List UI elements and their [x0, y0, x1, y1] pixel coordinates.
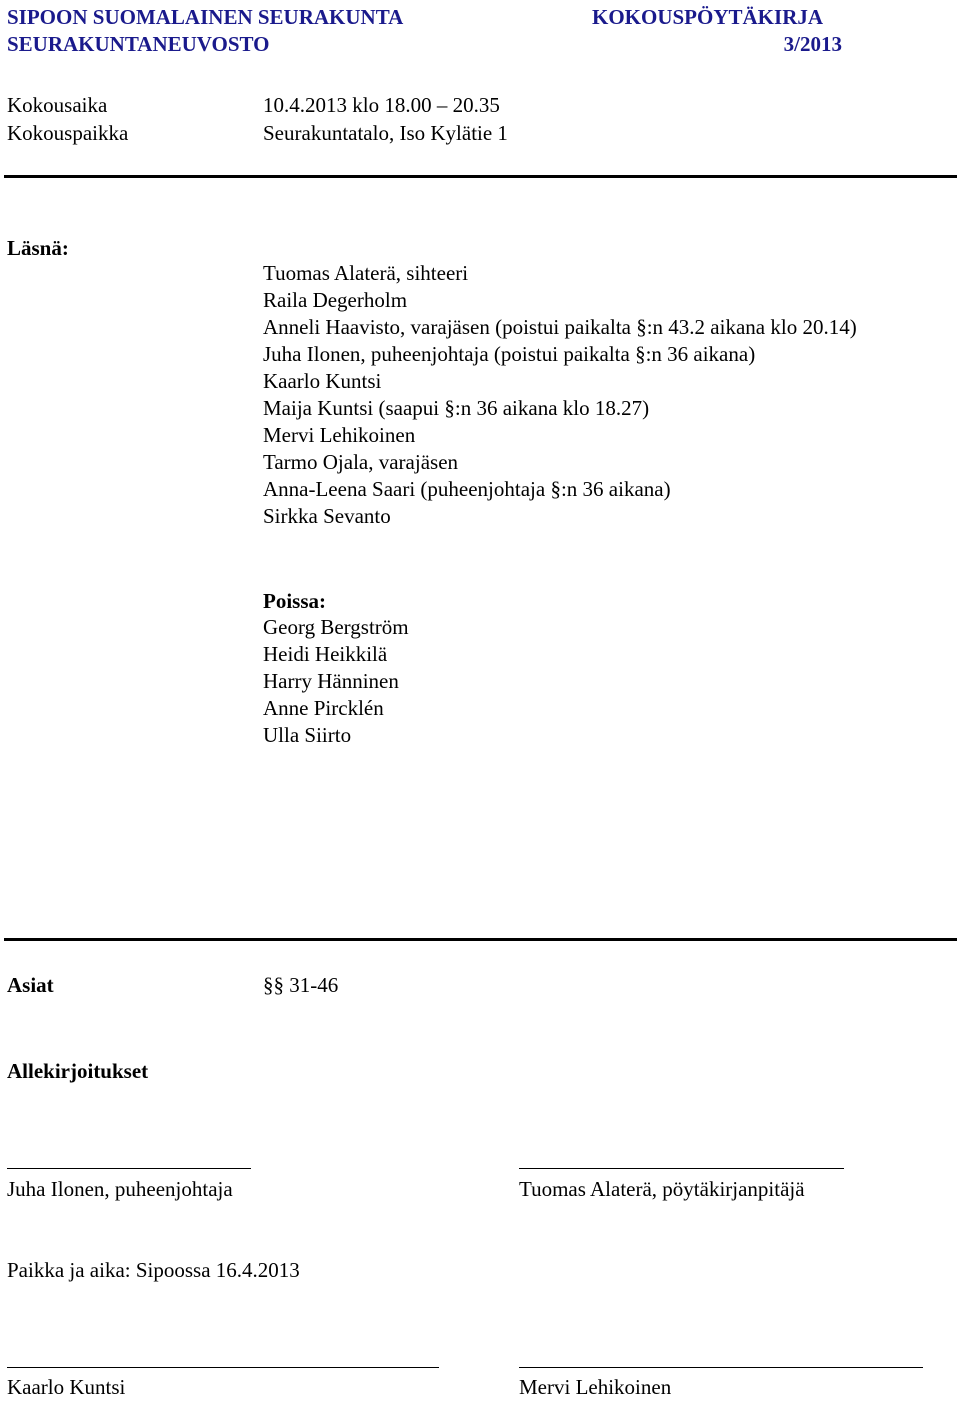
- meeting-time-value: 10.4.2013 klo 18.00 – 20.35: [263, 93, 500, 117]
- signatures-label: Allekirjoitukset: [7, 1059, 149, 1083]
- matters-label: Asiat: [7, 973, 54, 997]
- list-item: Anne Pircklén: [263, 696, 384, 720]
- council-name: SEURAKUNTANEUVOSTO: [7, 32, 270, 56]
- middle-divider: [4, 938, 957, 941]
- meeting-place-value: Seurakuntatalo, Iso Kylätie 1: [263, 121, 508, 145]
- document-type: KOKOUSPÖYTÄKIRJA: [592, 5, 824, 29]
- absent-list: [263, 614, 409, 749]
- matters-value: §§ 31-46: [263, 973, 339, 997]
- list-item: Anneli Haavisto, varajäsen (poistui paikalta §:n 43.2 aikana klo 20.14): [263, 315, 857, 339]
- list-item: Heidi Heikkilä: [263, 642, 388, 666]
- secretary-name: Tuomas Alaterä, pöytäkirjanpitäjä: [519, 1177, 805, 1201]
- organization-name: SIPOON SUOMALAINEN SEURAKUNTA: [7, 5, 404, 29]
- list-item: Maija Kuntsi (saapui §:n 36 aikana klo 18.27): [263, 396, 650, 420]
- list-item: Harry Hänninen: [263, 669, 399, 693]
- checker2-signature-line: [519, 1367, 923, 1368]
- list-item: Juha Ilonen, puheenjohtaja (poistui paikalta §:n 36 aikana): [263, 342, 756, 366]
- place-and-date: Paikka ja aika: Sipoossa 16.4.2013: [7, 1258, 300, 1282]
- list-item: Sirkka Sevanto: [263, 504, 391, 528]
- document-number: 3/2013: [783, 32, 842, 56]
- secretary-signature-line: [519, 1168, 844, 1169]
- absent-label: Poissa:: [263, 589, 326, 613]
- chair-signature-line: [7, 1168, 251, 1169]
- meeting-time-label: Kokousaika: [7, 93, 108, 117]
- list-item: Ulla Siirto: [263, 723, 352, 747]
- list-item: Raila Degerholm: [263, 288, 408, 312]
- meeting-place-label: Kokouspaikka: [7, 121, 129, 145]
- list-item: Georg Bergström: [263, 615, 409, 639]
- chair-name: Juha Ilonen, puheenjohtaja: [7, 1177, 233, 1201]
- top-divider: [4, 175, 957, 178]
- checker2-name: Mervi Lehikoinen: [519, 1375, 672, 1399]
- present-label: Läsnä:: [7, 236, 69, 260]
- list-item: Anna-Leena Saari (puheenjohtaja §:n 36 aikana): [263, 477, 671, 501]
- checker1-name: Kaarlo Kuntsi: [7, 1375, 126, 1399]
- present-list: [263, 260, 857, 530]
- list-item: Kaarlo Kuntsi: [263, 369, 382, 393]
- list-item: Mervi Lehikoinen: [263, 423, 416, 447]
- list-item: Tuomas Alaterä, sihteeri: [263, 261, 469, 285]
- list-item: Tarmo Ojala, varajäsen: [263, 450, 459, 474]
- checker1-signature-line: [7, 1367, 439, 1368]
